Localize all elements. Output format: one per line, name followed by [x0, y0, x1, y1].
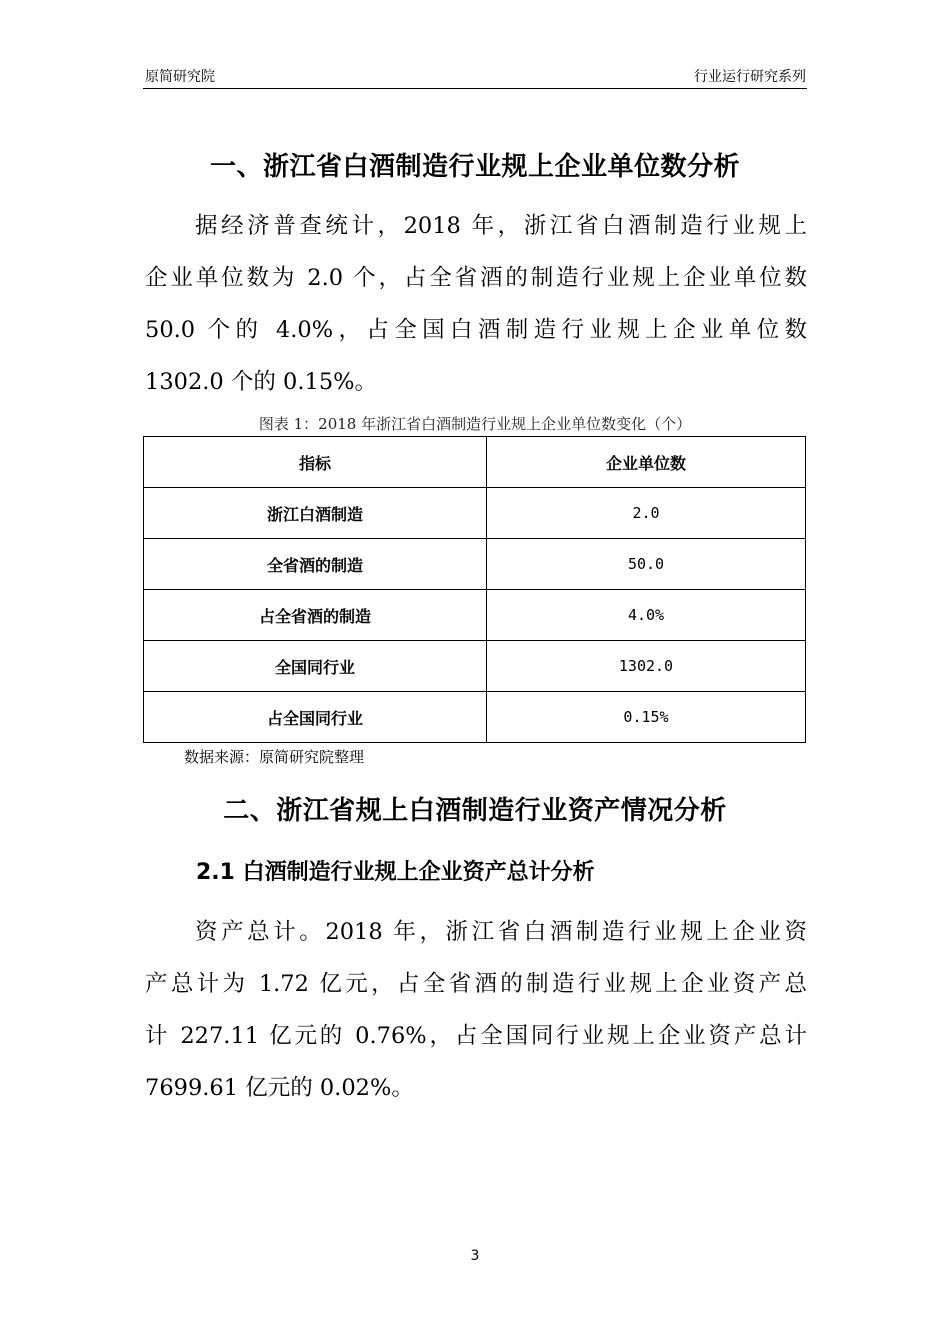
data-table	[143, 436, 806, 743]
table-row	[144, 539, 806, 590]
row-name: 占全国同行业	[144, 692, 487, 743]
section2-subtitle: 2.1 白酒制造行业规上企业资产总计分析	[196, 860, 595, 885]
header-right: 行业运行研究系列	[694, 69, 806, 85]
header-divider	[143, 88, 807, 89]
row-value: 2.0	[487, 488, 806, 539]
table-header-row	[144, 437, 806, 488]
row-value: 4.0%	[487, 590, 806, 641]
table-caption: 图表 1：2018 年浙江省白酒制造行业规上企业单位数变化（个）	[258, 415, 692, 433]
header-left: 原简研究院	[145, 69, 215, 85]
row-name: 浙江白酒制造	[144, 488, 487, 539]
column-header-count: 企业单位数	[487, 437, 806, 488]
row-value: 50.0	[487, 539, 806, 590]
table-row	[144, 590, 806, 641]
paragraph-line: 50.0 个的 4.0%，占全国白酒制造行业规上企业单位数	[145, 317, 807, 343]
paragraph-line: 1302.0 个的 0.15%。	[145, 369, 378, 395]
section2-paragraph	[145, 906, 807, 1114]
paragraph-line: 7699.61 亿元的 0.02%。	[145, 1075, 414, 1101]
row-value: 1302.0	[487, 641, 806, 692]
table-row	[144, 488, 806, 539]
row-value: 0.15%	[487, 692, 806, 743]
row-name: 全省酒的制造	[144, 539, 487, 590]
table-row	[144, 692, 806, 743]
paragraph-line: 产总计为 1.72 亿元，占全省酒的制造行业规上企业资产总	[145, 971, 807, 997]
column-header-indicator: 指标	[144, 437, 487, 488]
paragraph-line: 据经济普查统计，2018 年，浙江省白酒制造行业规上	[195, 213, 807, 239]
row-name: 占全省酒的制造	[144, 590, 487, 641]
section1-title: 一、浙江省白酒制造行业规上企业单位数分析	[209, 152, 740, 182]
paragraph-line: 企业单位数为 2.0 个，占全省酒的制造行业规上企业单位数	[145, 265, 807, 291]
paragraph-line: 资产总计。2018 年，浙江省白酒制造行业规上企业资	[195, 919, 807, 945]
table-source: 数据来源：原简研究院整理	[184, 748, 365, 766]
table-row	[144, 641, 806, 692]
section2-title: 二、浙江省规上白酒制造行业资产情况分析	[223, 796, 727, 826]
row-name: 全国同行业	[144, 641, 487, 692]
page-number: 3	[470, 1248, 480, 1264]
section1-paragraph	[145, 200, 807, 408]
paragraph-line: 计 227.11 亿元的 0.76%，占全国同行业规上企业资产总计	[145, 1023, 807, 1049]
